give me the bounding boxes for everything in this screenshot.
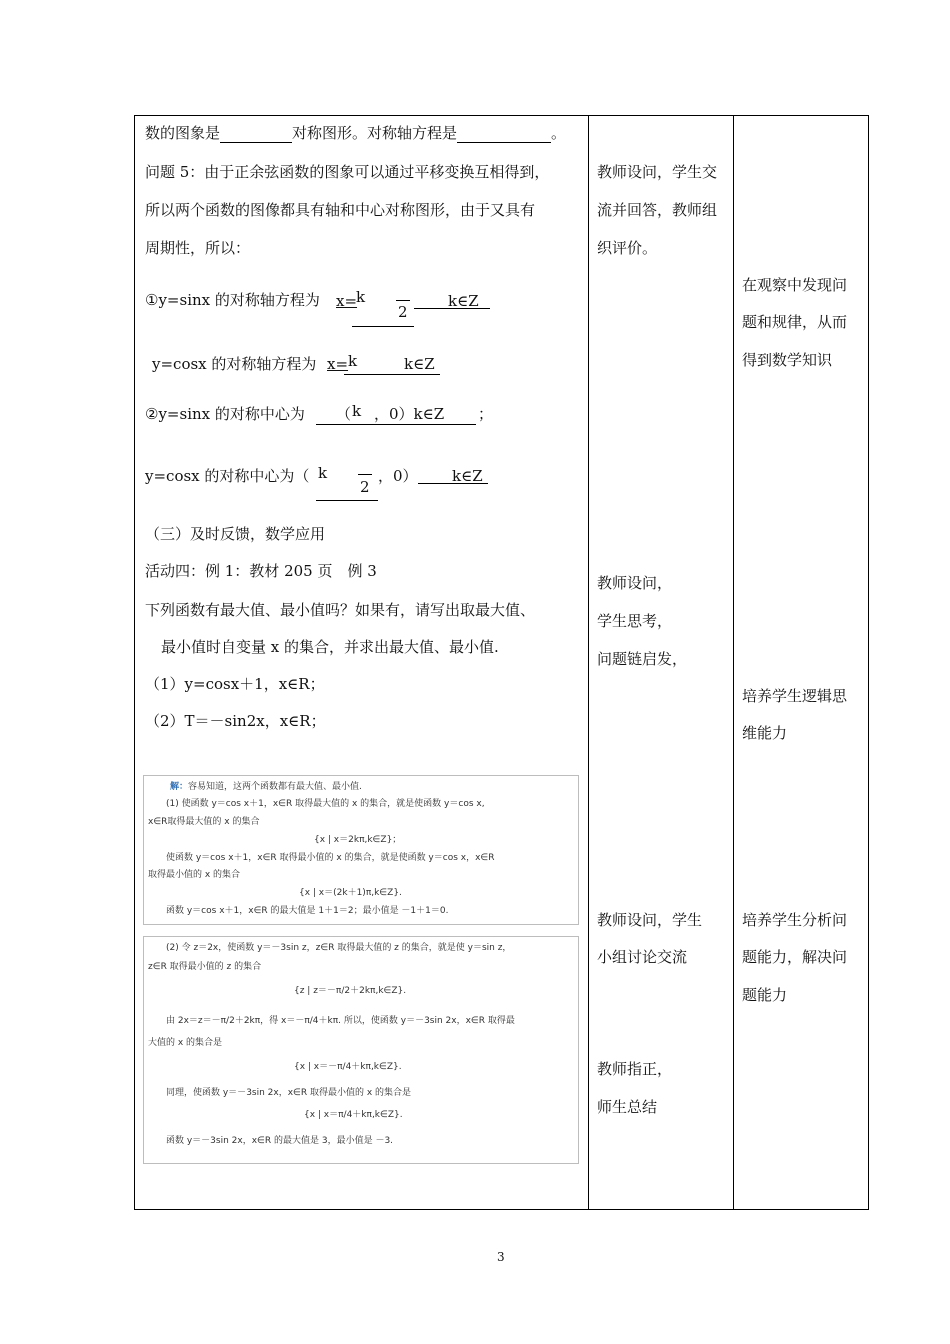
solution-line: (2) 令 z＝2x，使函数 y＝－3sin z，z∈R 取得最大值的 z 的集合，就是使 y＝sin z， [166,943,512,953]
solution-line: x∈R取得最大值的 x 的集合 [148,817,260,827]
question-5-line-3: 周期性，所以： [145,239,251,257]
answer-underline [316,500,378,501]
intent-text: 得到数学知识 [742,351,833,369]
activity-text: 教师设问，学生 [597,911,703,929]
solution-line: (1) 使函数 y＝cos x＋1，x∈R 取得最大值的 x 的集合，就是使函数 y＝cos x, [166,799,485,809]
cos-center-rest: ，0） [378,467,418,485]
sin-center-label: ②y=sinx 的对称中心为 [145,405,305,423]
solution-line: {x | x＝－π/4＋kπ,k∈Z}. [294,1062,402,1072]
activity-text: 问题链启发， [597,650,688,668]
answer-underline [316,424,476,425]
solution-line: 大值的 x 的集合是 [148,1038,223,1048]
sin-center-k: k [352,402,362,420]
intent-text: 培养学生逻辑思 [742,687,848,705]
fraction-bar [358,474,372,475]
cos-axis-label: y=cosx 的对称轴方程为 [152,355,317,373]
solution-line: {x | x＝2kπ,k∈Z}； [314,835,402,845]
answer-underline [344,374,440,375]
column-divider [588,116,589,1209]
question-5-line-1: 问题 5：由于正余弦函数的图象可以通过平移变换互相得到， [145,163,550,181]
solution-line: {z | z＝－π/2＋2kπ,k∈Z}. [294,986,407,996]
intent-text: 题能力，解决问 [742,948,848,966]
cos-center-kz: k∈Z [452,467,483,485]
page-number: 3 [497,1250,505,1264]
example-line-2: 最小值时自变量 x 的集合，并求出最大值、最小值. [161,638,499,656]
activity-text: 教师设问，学生交 [597,163,718,181]
cos-center-k: k [318,464,328,482]
activity-text: 小组讨论交流 [597,948,688,966]
activity-text: 学生思考， [597,612,673,630]
cos-axis-kz: k∈Z [404,355,435,373]
solution-line: 取得最小值的 x 的集合 [148,870,241,880]
example-part-2: （2）T＝－sin2x，x∈R； [145,712,326,730]
activity-text: 师生总结 [597,1098,658,1116]
fraction-bar [396,300,410,301]
cos-axis-k: k [348,352,358,370]
solution-line: 函数 y＝－3sin 2x，x∈R 的最大值是 3，最小值是 －3. [166,1136,394,1146]
sin-center-rest: ，0）k∈Z [374,405,445,423]
solution-line: 函数 y＝cos x＋1，x∈R 的最大值是 1＋1＝2；最小值是 －1＋1＝0. [166,906,449,916]
cos-center-label: y=cosx 的对称中心为（ [145,467,310,485]
solution-line: {x | x＝π/4＋kπ,k∈Z}. [304,1110,403,1120]
line-1: 数的图象是 对称图形。对称轴方程是 。 [145,124,567,142]
activity-4: 活动四：例 1：教材 205 页 例 3 [145,562,377,580]
solution-line: 同理，使函数 y＝－3sin 2x，x∈R 取得最小值的 x 的集合是 [166,1088,412,1098]
solution-line: 由 2x＝z＝－π/2＋2kπ，得 x＝－π/4＋kπ. 所以，使函数 y＝－3sin 2x，x∈R 取得最 [166,1016,515,1026]
activity-text: 教师设问， [597,574,673,592]
example-line-1: 下列函数有最大值、最小值吗？如果有，请写出取最大值、 [145,601,536,619]
semicolon: ； [478,405,494,423]
intent-text: 维能力 [742,724,788,742]
activity-text: 织评价。 [597,239,658,257]
sin-center-paren: （ [336,405,352,423]
solution-line: z∈R 取得最小值的 z 的集合 [148,962,262,972]
example-part-1: （1）y=cosx＋1，x∈R； [145,675,325,693]
intent-text: 题和规律，从而 [742,313,848,331]
solution-image-2 [143,936,579,1164]
intent-text: 题能力 [742,986,788,1004]
activity-text: 流并回答，教师组 [597,201,718,219]
cos-center-denominator: 2 [360,478,370,496]
sin-axis-x: x= [336,292,358,310]
blank [220,124,292,143]
column-divider [733,116,734,1209]
blank [457,124,551,143]
activity-text: 教师指正， [597,1060,673,1078]
section-3-heading: （三）及时反馈，数学应用 [145,525,326,543]
sin-axis-label: ①y=sinx 的对称轴方程为 [145,291,320,309]
question-5-line-2: 所以两个函数的图像都具有轴和中心对称图形，由于又具有 [145,201,536,219]
solution-line: {x | x＝(2k＋1)π,k∈Z}. [299,888,402,898]
answer-underline [352,326,414,327]
solution-line: 解：容易知道，这两个函数都有最大值、最小值. [170,782,362,792]
solution-line: 使函数 y＝cos x＋1，x∈R 取得最小值的 x 的集合，就是使函数 y＝cos x，x∈R [166,853,495,863]
intent-text: 在观察中发现问 [742,276,848,294]
sin-axis-denominator: 2 [398,303,408,321]
cos-axis-x: x= [327,355,349,373]
intent-text: 培养学生分析问 [742,911,848,929]
solution-image-1 [143,775,579,925]
sin-axis-k: k [356,288,366,306]
sin-axis-kz: k∈Z [448,292,479,310]
